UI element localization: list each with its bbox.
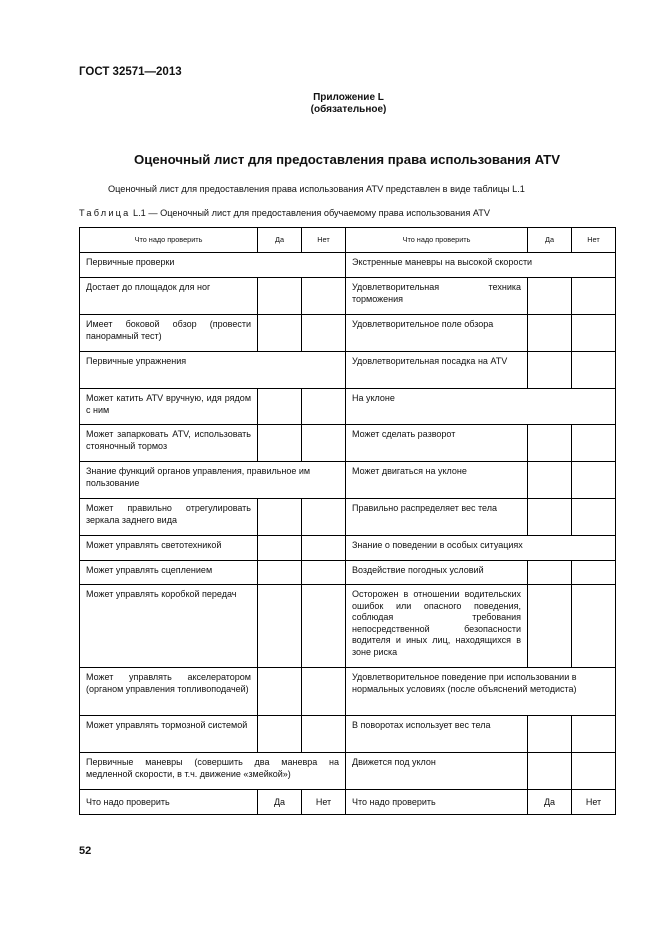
section-emergency: Экстренные маневры на высокой скорости [346,253,616,278]
appendix-title: Приложение L [313,92,384,103]
yes-cell[interactable] [528,753,572,790]
section-primary-exercises: Первичные упражнения [80,352,346,389]
yes-cell[interactable] [258,536,302,561]
no-cell[interactable] [572,315,616,352]
yes-cell[interactable] [528,462,572,499]
check-item: Знание функций органов управления, правильное им пользование [80,462,346,499]
yes-cell[interactable] [528,585,572,668]
check-item: Может правильно отрегулировать зеркала заднего вида [80,499,258,536]
check-item: Может управлять коробкой передач [80,585,258,668]
yes-cell[interactable] [528,352,572,389]
appendix-status: (обязательное) [310,104,387,115]
table-row [80,462,616,499]
table-row [80,753,616,790]
no-cell[interactable] [572,585,616,668]
yes-cell[interactable] [528,278,572,315]
yes-cell[interactable] [258,561,302,585]
no-cell[interactable] [302,585,346,668]
yes-cell[interactable] [528,561,572,585]
table-row [80,716,616,753]
no-cell[interactable] [572,278,616,315]
table-row [80,315,616,352]
header-check-right: Что надо проверить [346,228,528,253]
intro-text: Оценочный лист для предоставления права использования ATV представлен в виде таблицы L.1 [108,184,525,194]
header-yes-right: Да [528,228,572,253]
check-item: Движется под уклон [346,753,528,790]
table-row [80,425,616,462]
check-item: Удовлетворительная техника торможения [346,278,528,315]
footer-no-left: Нет [302,790,346,815]
header-no-right: Нет [572,228,616,253]
check-item: Может катить ATV вручную, идя рядом с ним [80,389,258,425]
footer-check-right: Что надо проверить [346,790,528,815]
table-caption [79,208,490,218]
yes-cell[interactable] [528,716,572,753]
table-row [80,561,616,585]
check-item: Правильно распределяет вес тела [346,499,528,536]
check-item: Имеет боковой обзор (провести панорамный тест) [80,315,258,352]
yes-cell[interactable] [258,389,302,425]
check-item: Может запарковать ATV, использовать стояночный тормоз [80,425,258,462]
no-cell[interactable] [302,561,346,585]
section-special: Знание о поведении в особых ситуациях [346,536,616,561]
yes-cell[interactable] [258,315,302,352]
check-item: Может управлять акселератором (органом управления топливоподачей) [80,668,258,716]
check-item: Осторожен в отношении водительских ошибок или опасного поведения, соблюдая требования непосредственной безопасности водителя и иных лиц, находящихся в зоне риска [346,585,528,668]
check-item: Может двигаться на уклоне [346,462,528,499]
no-cell[interactable] [572,499,616,536]
no-cell[interactable] [302,716,346,753]
table-row [80,278,616,315]
no-cell[interactable] [572,561,616,585]
no-cell[interactable] [572,352,616,389]
table-header-row [80,228,616,253]
no-cell[interactable] [302,668,346,716]
yes-cell[interactable] [528,315,572,352]
check-item: Может управлять светотехникой [80,536,258,561]
check-item: Может управлять сцеплением [80,561,258,585]
yes-cell[interactable] [258,716,302,753]
header-no-left: Нет [302,228,346,253]
table-row [80,499,616,536]
page-number: 52 [79,845,92,857]
header-yes-left: Да [258,228,302,253]
section-slope: На уклоне [346,389,616,425]
footer-no-right: Нет [572,790,616,815]
check-item: В поворотах использует вес тела [346,716,528,753]
no-cell[interactable] [302,315,346,352]
check-item: Достает до площадок для ног [80,278,258,315]
yes-cell[interactable] [258,425,302,462]
header-check-left: Что надо проверить [80,228,258,253]
no-cell[interactable] [572,425,616,462]
no-cell[interactable] [572,716,616,753]
no-cell[interactable] [302,425,346,462]
footer-check-left: Что надо проверить [80,790,258,815]
yes-cell[interactable] [528,425,572,462]
table-row [80,253,616,278]
no-cell[interactable] [572,462,616,499]
section-primary-checks: Первичные проверки [80,253,346,278]
table-footer-row [80,790,616,815]
table-row [80,585,616,668]
yes-cell[interactable] [258,278,302,315]
yes-cell[interactable] [258,585,302,668]
table-row [80,352,616,389]
footer-yes-left: Да [258,790,302,815]
check-item: Удовлетворительное поле обзора [346,315,528,352]
check-item: Удовлетворительное поведение при использовании в нормальных условиях (после объяснений методиста) [346,668,616,716]
yes-cell[interactable] [258,668,302,716]
check-item: Первичные маневры (совершить два маневра на медленной скорости, в т.ч. движение «змейкой») [80,753,346,790]
table-row [80,536,616,561]
yes-cell[interactable] [258,499,302,536]
check-item: Может сделать разворот [346,425,528,462]
standard-number: ГОСТ 32571—2013 [79,66,182,78]
yes-cell[interactable] [528,499,572,536]
check-item: Воздействие погодных условий [346,561,528,585]
document-title: Оценочный лист для предоставления права использования ATV [133,152,560,167]
footer-yes-right: Да [528,790,572,815]
table-row [80,389,616,425]
no-cell[interactable] [302,278,346,315]
check-item: Удовлетворительная посадка на ATV [346,352,528,389]
appendix-heading [0,92,661,116]
no-cell[interactable] [302,536,346,561]
table-caption-text: L.1 — Оценочный лист для предоставления обучаемому права использования ATV [133,208,491,218]
table-caption-prefix: Таблица [79,208,131,218]
assessment-table [79,227,616,815]
no-cell[interactable] [302,389,346,425]
table-row [80,668,616,716]
check-item: Может управлять тормозной системой [80,716,258,753]
no-cell[interactable] [572,753,616,790]
no-cell[interactable] [302,499,346,536]
